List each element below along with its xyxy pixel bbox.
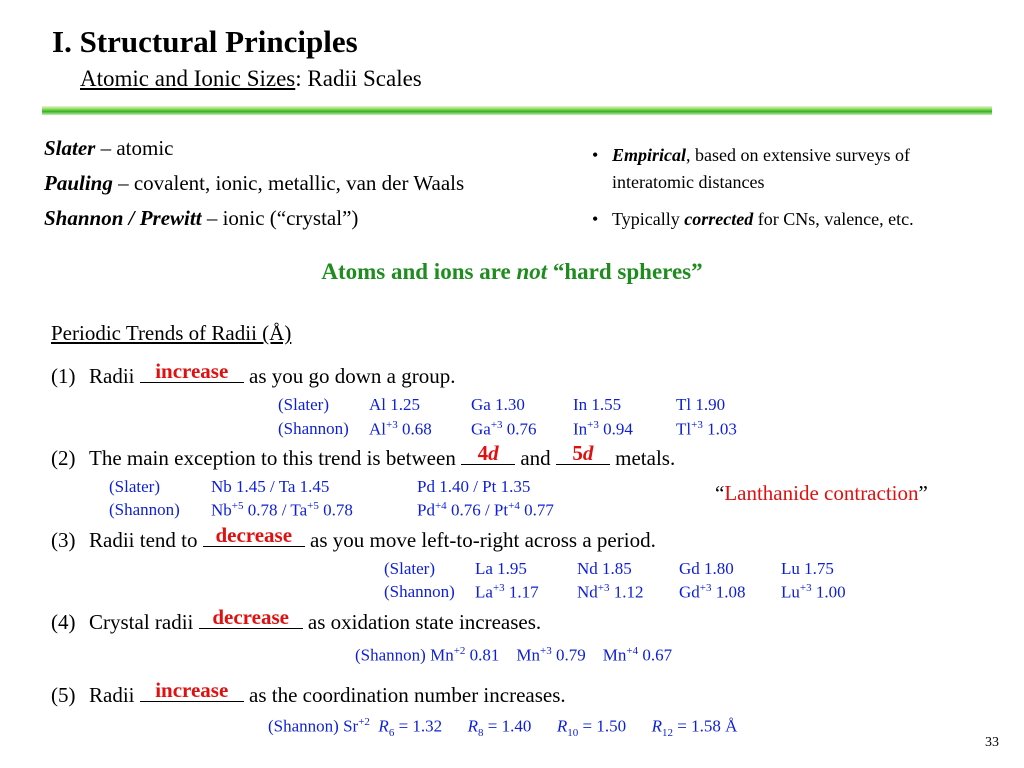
example-2-shannon-label: (Shannon) [109, 500, 180, 519]
bullet-emphasis: corrected [684, 209, 754, 229]
item-text: Radii [89, 683, 140, 707]
item-text: Radii [89, 364, 140, 388]
bullet-text: for CNs, valence, etc. [753, 209, 914, 229]
example-value: $Tl^{+3}$ 1.03 [676, 419, 737, 439]
item-text: as the coordination number increases. [243, 683, 566, 707]
statement-text: “hard spheres” [547, 259, 703, 284]
bullet-text: Typically [612, 209, 685, 229]
page-number: 33 [985, 735, 999, 750]
scale-name: Shannon / Prewitt [44, 206, 202, 230]
example-value: Gd 1.80 [679, 559, 734, 578]
example-value: $Ga^{+3}$ 0.76 [471, 419, 537, 439]
scale-name: Pauling [44, 171, 113, 195]
answer-blank [461, 441, 515, 471]
scale-desc: – atomic [95, 136, 174, 160]
example-5-shannon: (Shannon) $Sr^{+2}$ $R_6 = 1.32$ $R_8 = 1.40$ $R_{10} = 1.50$ $R_{12} = 1.58$ Å [268, 716, 738, 740]
answer-text: decrease [215, 523, 293, 547]
periodic-trends-heading: Periodic Trends of Radii (Å) [51, 321, 292, 345]
answer-blank [140, 678, 244, 708]
statement-emphasis: not [516, 259, 548, 284]
item-number: (4) [51, 610, 76, 634]
answer-blank [203, 523, 305, 553]
answer-text: 5d [572, 441, 594, 465]
trend-item-2 [51, 441, 676, 471]
item-text: Crystal radii [89, 610, 199, 634]
item-number: (1) [51, 364, 76, 388]
item-text: as you move left-to-right across a period. [304, 528, 656, 552]
example-1-shannon-label: (Shannon) [278, 419, 349, 438]
scale-slater [44, 136, 174, 161]
example-value: Tl 1.90 [676, 395, 726, 414]
answer-blank [556, 441, 610, 471]
subtitle-topic: Atomic and Ionic Sizes [80, 66, 296, 91]
scale-shannon-prewitt [44, 206, 358, 231]
example-value: $Pd^{+4}$ $0.76 / Pt^{+4}$ 0.77 [417, 500, 554, 520]
example-2-slater-label: (Slater) [109, 477, 160, 496]
example-value: $Lu^{+3}$ 1.00 [781, 582, 846, 602]
bullet-dot: • [592, 145, 599, 165]
trend-item-3 [51, 523, 656, 553]
item-text: Radii tend to [89, 528, 203, 552]
example-value: $Nd^{+3}$ 1.12 [577, 582, 644, 602]
statement-text: Atoms and ions are [321, 259, 517, 284]
bullet-text: , based on extensive surveys of [686, 145, 910, 165]
example-3-shannon-label: (Shannon) [384, 582, 455, 601]
example-value: $In^{+3}$ 0.94 [573, 419, 633, 439]
example-value: Pd 1.40 / Pt 1.35 [417, 477, 531, 496]
example-4-shannon: (Shannon) $Mn^{+2}$ 0.81 $Mn^{+3}$ 0.79 $Mn^{+4}$ 0.67 [355, 645, 673, 665]
scale-name: Slater [44, 136, 96, 160]
example-value: Ga 1.30 [471, 395, 525, 414]
trend-item-1 [51, 359, 456, 389]
answer-text: increase [155, 678, 229, 702]
example-1-slater-label: (Slater) [278, 395, 329, 414]
example-3-slater-label: (Slater) [384, 559, 435, 578]
bullet-emphasis: Empirical [612, 145, 687, 165]
example-value: In 1.55 [573, 395, 622, 414]
trend-item-4 [51, 605, 542, 635]
example-value: $Gd^{+3}$ 1.08 [679, 582, 746, 602]
example-value: $La^{+3}$ 1.17 [475, 582, 539, 602]
example-value: Nb 1.45 / Ta 1.45 [211, 477, 330, 496]
example-value: La 1.95 [475, 559, 527, 578]
scale-desc: – ionic (“crystal”) [201, 206, 359, 230]
example-value: Al 1.25 [369, 395, 420, 414]
answer-blank [140, 359, 244, 389]
example-value: $Nb^{+5}$ $0.78 / Ta^{+5}$ 0.78 [211, 500, 353, 520]
bullet-empirical [592, 145, 910, 166]
bullet-empirical-line2: interatomic distances [612, 172, 765, 192]
example-value: Nd 1.85 [577, 559, 632, 578]
answer-text: decrease [212, 605, 289, 629]
subtitle-rest: : Radii Scales [295, 66, 422, 91]
slide-title: I. Structural Principles [52, 24, 358, 59]
item-text: The main exception to this trend is between [89, 446, 462, 470]
answer-blank [199, 605, 303, 635]
item-text: and [515, 446, 556, 470]
trend-item-5 [51, 678, 566, 708]
hard-spheres-statement [0, 259, 1024, 285]
title-divider [42, 106, 992, 115]
answer-text: increase [155, 359, 229, 383]
item-text: as you go down a group. [243, 364, 456, 388]
scale-pauling [44, 171, 464, 196]
item-text: as oxidation state increases. [302, 610, 542, 634]
lanthanide-contraction-note: “Lanthanide contraction” [715, 481, 928, 505]
item-text: metals. [609, 446, 676, 470]
item-number: (5) [51, 683, 76, 707]
scale-desc: – covalent, ionic, metallic, van der Waals [112, 171, 465, 195]
bullet-dot: • [592, 209, 599, 229]
item-number: (3) [51, 528, 76, 552]
example-value: $Al^{+3}$ 0.68 [369, 419, 432, 439]
item-number: (2) [51, 446, 76, 470]
lanthanide-text: Lanthanide contraction [724, 481, 919, 505]
bullet-corrected [592, 209, 914, 230]
example-value: Lu 1.75 [781, 559, 834, 578]
slide-subtitle [80, 66, 422, 92]
answer-text: 4d [477, 441, 499, 465]
